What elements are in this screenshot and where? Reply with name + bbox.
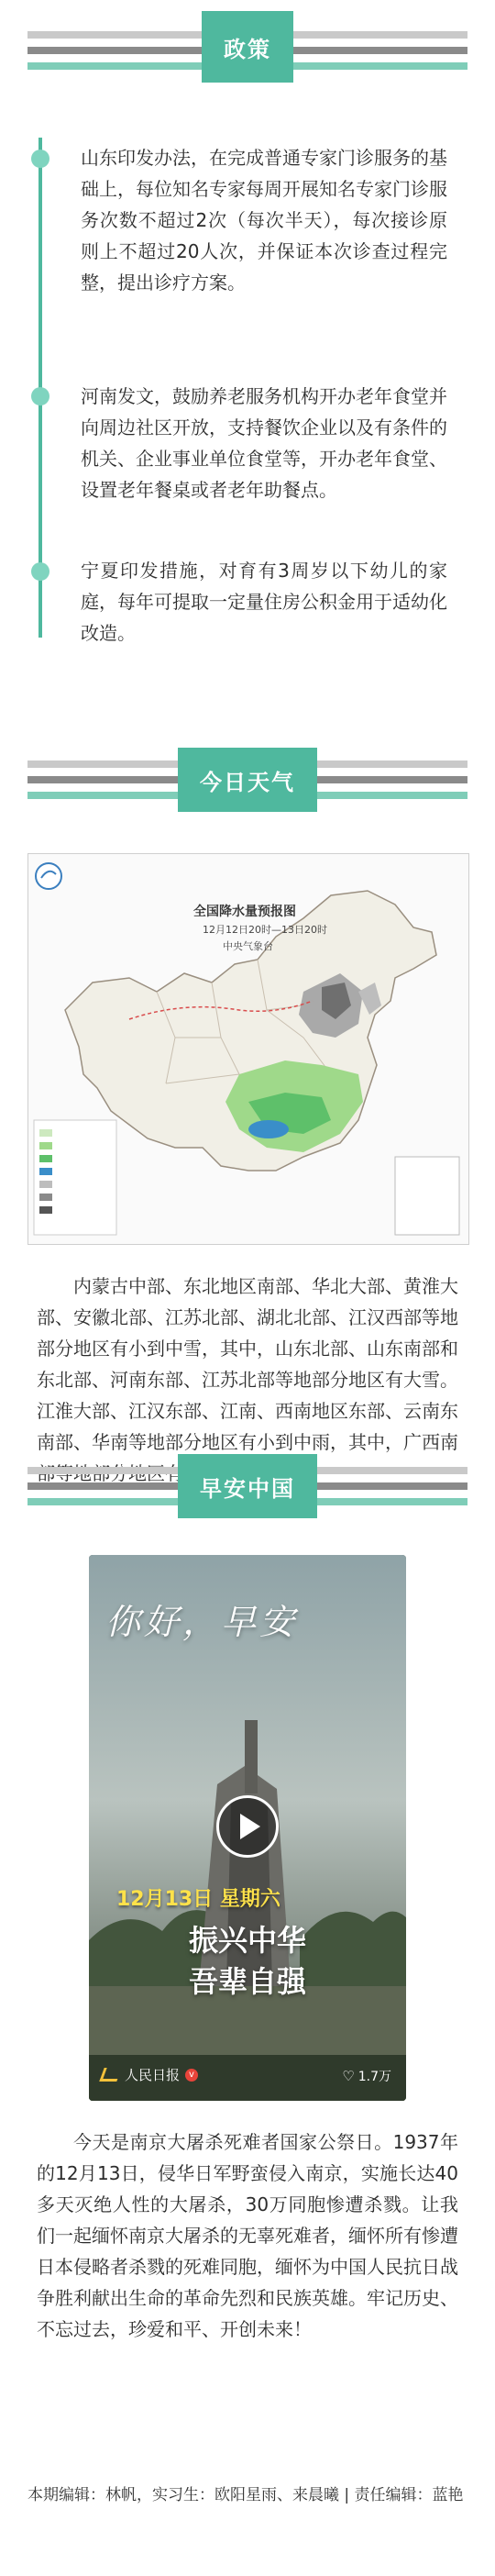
- video-headline-2: 吾辈自强: [188, 1964, 306, 1999]
- video-account[interactable]: [102, 2065, 198, 2084]
- map-source: 中央气象台: [223, 940, 273, 952]
- thumb-up-icon: ♡: [342, 2068, 355, 2084]
- map-time: 12月12日20时—13日20时: [203, 924, 327, 936]
- calligraphy-greeting: 你好，早安: [105, 1602, 299, 1642]
- editor-credits: 本期编辑：林帆，实习生：欧阳星雨、来晨曦 | 责任编辑：蓝艳: [28, 2486, 464, 2504]
- play-icon: [240, 1814, 260, 1839]
- policy-item-ningxia: 宁夏印发措施，对育有3周岁以下幼儿的家庭，每年可提取一定量住房公积金用于适幼化改造。: [81, 560, 447, 644]
- account-name: 人民日报: [125, 2067, 181, 2083]
- section-title: 今日天气: [178, 748, 317, 812]
- policy-item-shandong: 山东印发办法，在完成普通专家门诊服务的基础上，每位知名专家每周开展知名专家门诊服务次数不超过2次（每次半天），每次接诊原则上不超过20人次，并保证本次诊查过程完整，提出诊疗方案。: [81, 147, 447, 294]
- play-button-wrap: [89, 1795, 406, 1858]
- timeline-bullet: [31, 387, 50, 405]
- channels-logo-icon: [99, 2068, 121, 2082]
- section-header-policy: [28, 18, 468, 83]
- section-title: 早安中国: [178, 1454, 317, 1518]
- timeline-bullet: [31, 150, 50, 168]
- likes-value: 1.7万: [358, 2070, 391, 2084]
- verified-icon: v: [185, 2069, 198, 2082]
- precipitation-map[interactable]: [28, 853, 469, 1245]
- timeline-bullet: [31, 562, 50, 581]
- weather-text: 内蒙古中部、东北地区南部、华北大部、黄淮大部、安徽北部、江苏北部、湖北北部、江汉西部等地部分地区有小到中雪，其中，山东北部、山东南部和东北部、河南东部、江苏北部等地部分地区有大雪。江淮大部、江汉东部、江南、西南地区东部、云南东南部、华南等地部分地区有小到中雨，其中，广西南: [37, 1275, 458, 1453]
- video-player[interactable]: [89, 1555, 406, 2101]
- section-title: 政策: [202, 11, 293, 83]
- video-headline-1: 振兴中华: [188, 1923, 306, 1958]
- memorial-text: 今天是南京大屠杀死难者国家公祭日。1937年的12月13日，侵华日军野蛮侵入南京，实施长达40多天灭绝人性的大屠杀，30万同胞惨遭杀戮。让我们一起缅怀南京大屠杀的无辜死难者，缅怀所有惨遭日本侵略者杀戮的死难同胞，缅怀为中国人民抗日战争胜利献出生命的革命先烈和民族英雄。牢记历史、不忘过去，珍爱和平、开创未来！: [37, 2131, 458, 2340]
- section-header-weather: [28, 748, 468, 812]
- section-header-morning: [28, 1454, 468, 1518]
- like-count[interactable]: [342, 2067, 391, 2085]
- video-date: 12月13日 星期六: [116, 1888, 280, 1911]
- play-button[interactable]: [216, 1795, 279, 1858]
- map-title: 全国降水量预报图: [193, 905, 296, 919]
- policy-item-henan: 河南发文，鼓励养老服务机构开办老年食堂并向周边社区开放，支持餐饮企业以及有条件的机关、企业事业单位食堂等，开办老年食堂、设置老年餐桌或者老年助餐点。: [81, 385, 447, 501]
